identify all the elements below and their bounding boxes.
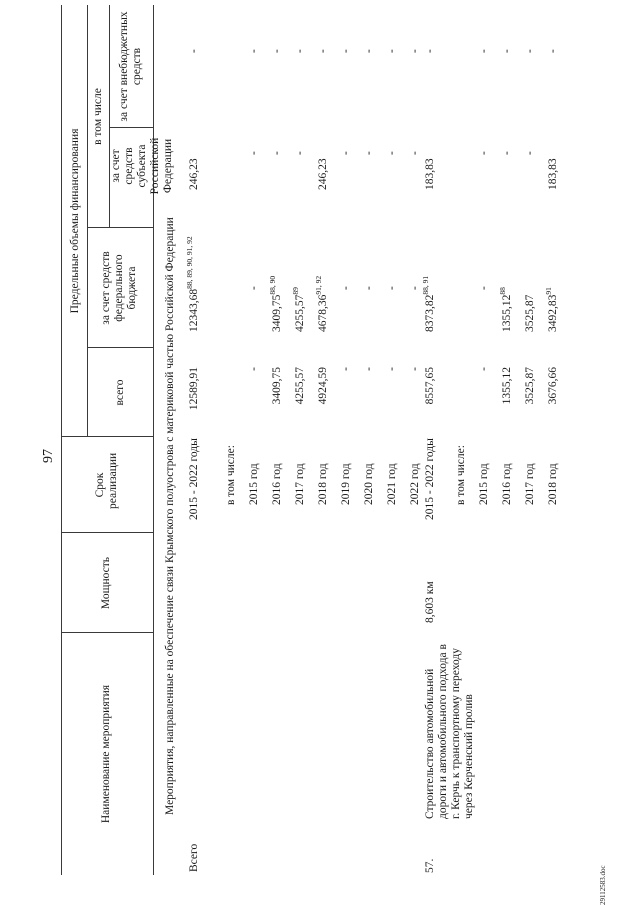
year-federal-value: -: [340, 286, 352, 290]
year-subject: -: [363, 151, 375, 155]
year-federal-value: 4678,36: [317, 294, 329, 332]
year-subject: -: [248, 151, 260, 155]
year-subject: -: [340, 151, 352, 155]
year-federal-footnote: 91: [544, 287, 553, 295]
year-label: 2017 год: [524, 463, 536, 505]
year-extra: -: [478, 49, 490, 53]
year-label: 2015 год: [248, 463, 260, 505]
header-funding-group: Предельные объемы финансирования: [69, 128, 81, 314]
year-federal-value: -: [386, 286, 398, 290]
year-federal-value: -: [363, 286, 375, 290]
item-capacity: 8,603 км: [424, 581, 436, 623]
year-federal: [268, 275, 284, 332]
year-federal-value: 3525,87: [524, 294, 536, 332]
year-federal: [248, 286, 261, 290]
year-subject: -: [294, 151, 306, 155]
year-subject: -: [478, 151, 490, 155]
year-federal: [524, 295, 537, 332]
total-period: 2015 - 2022 годы: [188, 438, 200, 520]
total-federal: [185, 236, 201, 332]
year-total: -: [340, 367, 352, 371]
year-federal: [478, 286, 491, 290]
year-extra: -: [386, 49, 398, 53]
year-federal-value: 4255,57: [294, 294, 306, 332]
item-extra: -: [424, 49, 436, 53]
year-federal: [363, 286, 376, 290]
year-federal: [340, 286, 353, 290]
total-subject: 246,23: [188, 158, 200, 190]
year-extra: -: [363, 49, 375, 53]
year-federal-footnote: 91, 92: [314, 275, 323, 295]
header-name: Наименование мероприятия: [100, 684, 112, 824]
year-subject: -: [409, 151, 421, 155]
year-total: 3409,75: [271, 367, 283, 405]
header-subject: за счет средств субъекта Российской Федерации: [110, 137, 174, 195]
year-total: 4255,57: [294, 367, 306, 405]
section-title: Мероприятия, направленные на обеспечение связи Крымского полуострова с материковой частью Российской Федерации: [164, 217, 176, 815]
year-federal-value: -: [409, 286, 421, 290]
year-total: -: [478, 367, 490, 371]
item-name: Строительство автомобильной дороги и автомобильного подхода в г. Керчь к транспортному переходу через Керченский пролив: [424, 644, 475, 819]
item-total: 8557,65: [424, 367, 436, 405]
year-label: 2016 год: [501, 463, 513, 505]
year-federal-value: -: [248, 286, 260, 290]
item-federal-footnote: 88, 91: [421, 275, 430, 295]
year-federal: [544, 287, 560, 332]
year-extra: -: [409, 49, 421, 53]
item-subject: 183,83: [424, 158, 436, 190]
year-federal-value: 3409,75: [271, 294, 283, 332]
year-label: 2015 год: [478, 463, 490, 505]
year-total: -: [409, 367, 421, 371]
item-federal: [421, 275, 437, 332]
year-extra: -: [340, 49, 352, 53]
year-subject: -: [271, 151, 283, 155]
header-federal: за счет средств федерального бюджета: [100, 251, 138, 325]
total-federal-footnote: 88, 89, 90, 91, 92: [185, 236, 194, 289]
document-code: 29112583.doc: [599, 865, 607, 905]
year-federal-value: -: [478, 286, 490, 290]
item-period: 2015 - 2022 годы: [424, 438, 436, 520]
item-federal-value: 8373,82: [424, 294, 436, 332]
page-number: 97: [41, 449, 56, 463]
total-label: Всего: [188, 843, 200, 872]
header-extra: за счет внебюджетных средств: [118, 11, 143, 122]
item-including: в том числе:: [455, 445, 467, 505]
year-total: -: [363, 367, 375, 371]
year-subject: -: [386, 151, 398, 155]
year-extra: -: [547, 49, 559, 53]
total-extra: -: [188, 49, 200, 53]
year-federal-footnote: 88: [498, 287, 507, 295]
year-subject: 246,23: [317, 158, 329, 190]
year-subject: -: [524, 151, 536, 155]
total-including: в том числе:: [225, 445, 237, 505]
header-top-line: [61, 5, 62, 875]
year-label: 2017 год: [294, 463, 306, 505]
year-total: 3525,87: [524, 367, 536, 405]
year-total: -: [248, 367, 260, 371]
year-extra: -: [524, 49, 536, 53]
year-extra: -: [294, 49, 306, 53]
year-extra: -: [501, 49, 513, 53]
header-including: в том числе: [92, 88, 104, 145]
year-federal: [498, 287, 514, 332]
year-federal-footnote: 89: [291, 287, 300, 295]
year-subject: -: [501, 151, 513, 155]
funding-group-line: [87, 5, 88, 437]
year-label: 2018 год: [317, 463, 329, 505]
year-total: -: [386, 367, 398, 371]
item-number: 57.: [424, 858, 436, 873]
year-label: 2021 год: [386, 463, 398, 505]
year-federal: [314, 275, 330, 332]
total-amount: 12589,91: [188, 367, 200, 411]
year-subject: 183,83: [547, 158, 559, 190]
year-label: 2018 год: [547, 463, 559, 505]
year-label: 2020 год: [363, 463, 375, 505]
year-total: 4924,59: [317, 367, 329, 405]
year-federal-value: 1355,12: [501, 294, 513, 332]
year-total: 3676,66: [547, 367, 559, 405]
header-capacity: Мощность: [100, 556, 112, 610]
header-total: всего: [114, 379, 126, 406]
year-extra: -: [317, 49, 329, 53]
header-period: Срок реализации: [94, 452, 119, 509]
year-extra: -: [271, 49, 283, 53]
year-label: 2016 год: [271, 463, 283, 505]
year-total: 1355,12: [501, 367, 513, 405]
year-label: 2019 год: [340, 463, 352, 505]
year-federal-value: 3492,83: [547, 294, 559, 332]
year-federal-footnote: 88, 90: [268, 275, 277, 295]
year-extra: -: [248, 49, 260, 53]
total-federal-value: 12343,68: [188, 288, 200, 332]
year-federal: [291, 287, 307, 332]
year-label: 2022 год: [409, 463, 421, 505]
year-federal: [386, 286, 399, 290]
